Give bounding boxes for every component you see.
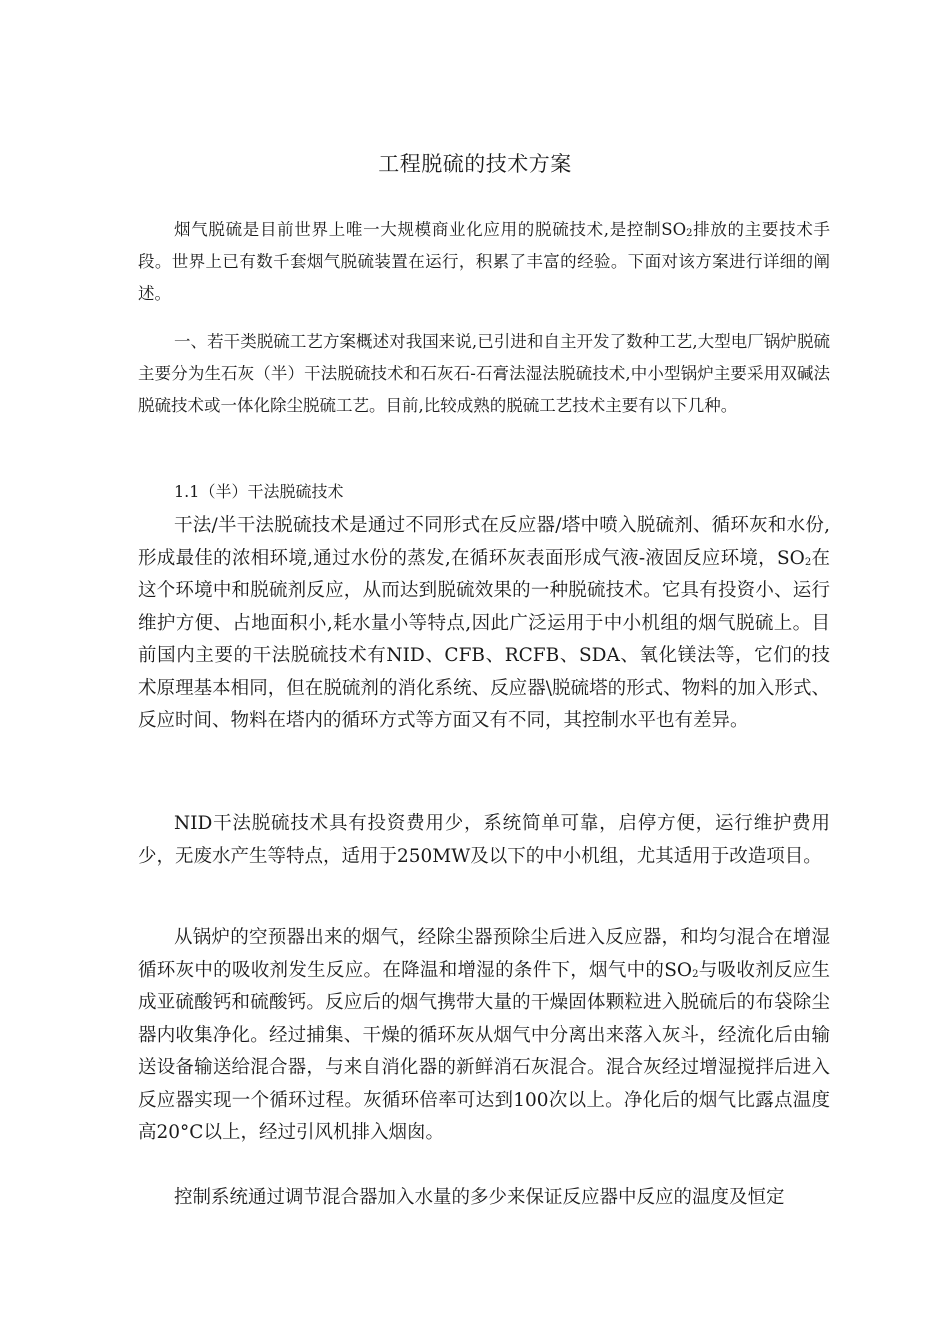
control-system-paragraph: 控制系统通过调节混合器加入水量的多少来保证反应器中反应的温度及恒定 — [174, 1187, 785, 1208]
flue-gas-process-paragraph — [138, 922, 830, 1150]
so2-subscript: 2 — [686, 228, 693, 239]
intro-text-end: 排放的主要技术手段。世界上已有数千套烟气脱硫装置在运行，积累了丰富的经验。下面对该方案进行详细的阐述。 — [138, 220, 831, 303]
nid-paragraph: NID干法脱硫技术具有投资费用少，系统简单可靠，启停方便，运行维护费用少，无废水产生等特点，适用于250MW及以下的中小机组，尤其适用于改造项目。 — [138, 813, 830, 867]
so2-subscript: 2 — [804, 556, 812, 568]
intro-paragraph — [138, 214, 830, 310]
document-title: 工程脱硫的技术方案 — [378, 152, 572, 176]
so2-subscript: 2 — [692, 968, 699, 980]
dry-desulfurization-paragraph — [138, 510, 830, 738]
flue-text-start: 从锅炉的空预器出来的烟气，经除尘器预除尘后进入反应器，和均匀混合在增湿循环灰中的吸收剂发生反应。在降温和增湿的条件下，烟气中的SO — [138, 927, 830, 981]
dry-text-end: 在这个环境中和脱硫剂反应，从而达到脱硫效果的一种脱硫技术。它具有投资小、运行维护方便、占地面积小,耗水量小等特点,因此广泛运用于中小机组的烟气脱硫上。目前国内主要的干法脱硫技术有NID、CFB、RCFB、SDA、氧化镁法等，它们的技术原理基本相同，但在脱硫剂的消化系统、反应器\脱硫塔的形式、物料的加入形式、反应时间、物料在塔内的循环方式等方面又有不同，其控制水平也有差异。 — [138, 547, 830, 731]
flue-text-end: 与吸收剂反应生成亚硫酸钙和硫酸钙。反应后的烟气携带大量的干燥固体颗粒进入脱硫后的布袋除尘器内收集净化。经过捕集、干燥的循环灰从烟气中分离出来落入灰斗，经流化后由输送设备输送给混合器，与来自消化器的新鲜消石灰混合。混合灰经过增湿搅拌后进入反应器实现一个循环过程。灰循环倍率可达到100次以上。净化后的烟气比露点温度高20°C以上，经过引风机排入烟囱。 — [138, 959, 830, 1143]
intro-text-start: 烟气脱硫是目前世界上唯一大规模商业化应用的脱硫技术,是控制SO — [174, 220, 687, 239]
section-1-paragraph: 一、若干类脱硫工艺方案概述对我国来说,已引进和自主开发了数种工艺,大型电厂锅炉脱硫主要分为生石灰（半）干法脱硫技术和石灰石-石膏法湿法脱硫技术,中小型锅炉主要采用双碱法脱硫技术或一体化除尘脱硫工艺。目前,比较成熟的脱硫工艺技术主要有以下几种。 — [138, 332, 830, 415]
subsection-heading-1-1: 1.1（半）干法脱硫技术 — [174, 482, 344, 501]
dry-text-start: 干法/半干法脱硫技术是通过不同形式在反应器/塔中喷入脱硫剂、循环灰和水份,形成最佳的浓相环境,通过水份的蒸发,在循环灰表面形成气液-液固反应环境，SO — [138, 515, 830, 569]
